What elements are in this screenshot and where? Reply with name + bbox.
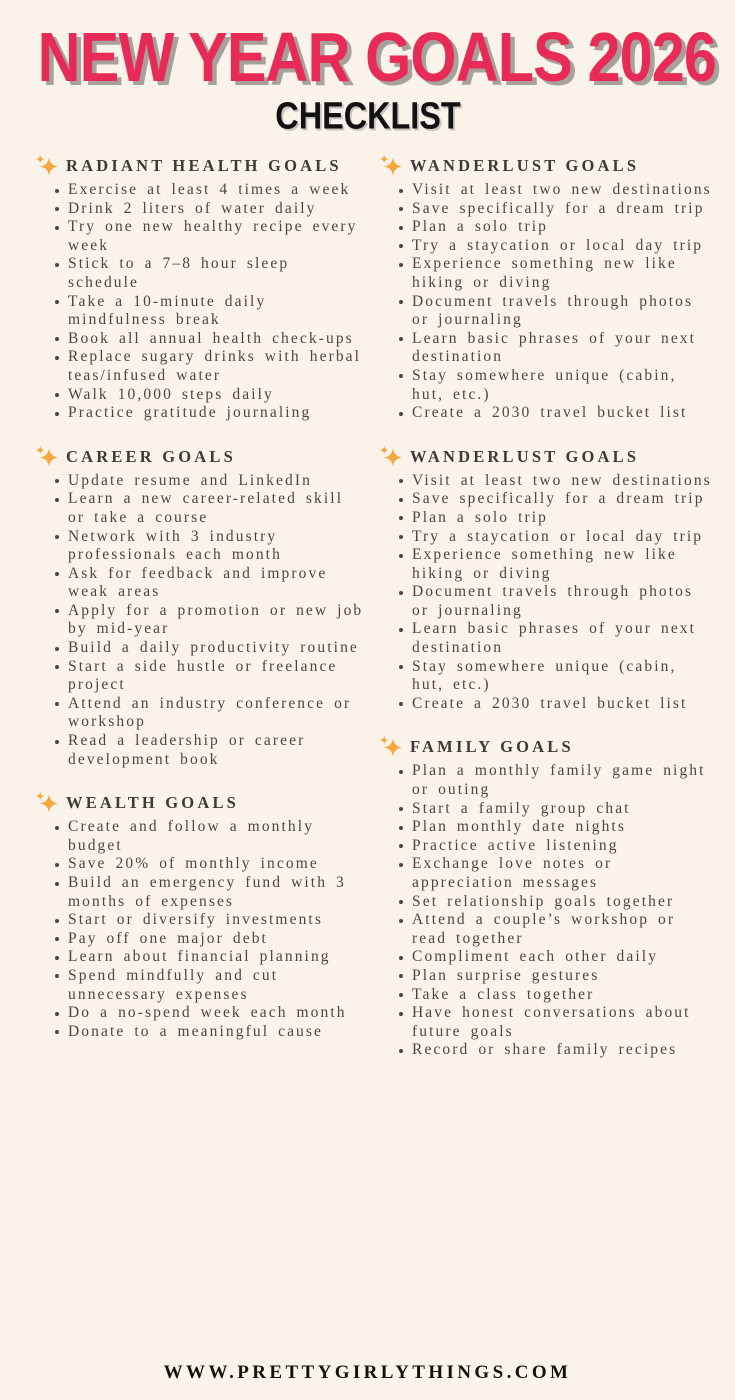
goal-text: Try one new healthy recipe every week <box>68 218 358 254</box>
bullet-dot <box>399 770 403 774</box>
goal-item <box>412 911 712 948</box>
goal-text: Save specifically for a dream trip <box>412 199 705 217</box>
column-right <box>382 154 712 1082</box>
bullet-dot <box>55 393 59 397</box>
goal-text: Apply for a promotion or new job by mid-year <box>68 601 364 638</box>
goal-item <box>68 386 368 405</box>
goal-text: Take a class together <box>412 985 595 1003</box>
bullet-dot <box>399 337 403 341</box>
bullet-dot <box>399 244 403 248</box>
goal-text: Learn a new career-related skill or take a course <box>68 490 344 526</box>
bullet-dot <box>399 300 403 304</box>
bullet-dot <box>399 516 403 520</box>
goal-item <box>412 472 712 491</box>
goal-text: Learn about financial planning <box>68 948 331 966</box>
bullet-dot <box>399 263 403 267</box>
goal-item <box>68 948 368 967</box>
goal-item <box>412 509 712 528</box>
goal-list <box>382 472 712 714</box>
goal-item <box>412 800 712 819</box>
goal-text: Create and follow a monthly budget <box>68 818 315 854</box>
bullet-dot <box>55 479 59 483</box>
goal-item <box>412 762 712 799</box>
goal-item <box>412 818 712 837</box>
section-title: CAREER GOALS <box>66 446 236 466</box>
bullet-dot <box>399 189 403 193</box>
bullet-dot <box>55 498 59 502</box>
bullet-dot <box>55 863 59 867</box>
goal-item <box>68 639 368 658</box>
goal-item <box>68 855 368 874</box>
bullet-dot <box>399 1049 403 1053</box>
header <box>0 0 735 137</box>
goal-text: Walk 10,000 steps daily <box>68 385 274 403</box>
goal-text: Practice active listening <box>412 836 619 854</box>
bullet-dot <box>399 374 403 378</box>
goal-item <box>412 404 712 423</box>
goal-item <box>412 948 712 967</box>
bullet-dot <box>399 207 403 211</box>
bullet-dot <box>399 226 403 230</box>
goal-text: Build a daily productivity routine <box>68 639 359 657</box>
goal-text: Stick to a 7–8 hour sleep schedule <box>68 255 290 291</box>
bullet-dot <box>399 554 403 558</box>
checklist-columns <box>0 133 735 1082</box>
goal-text: Pay off one major debt <box>68 929 268 947</box>
bullet-dot <box>55 826 59 830</box>
goal-list <box>38 181 368 423</box>
goal-item <box>68 293 368 330</box>
bullet-dot <box>399 844 403 848</box>
bullet-dot <box>55 189 59 193</box>
goal-item <box>68 565 368 602</box>
goal-item <box>68 1023 368 1042</box>
section-header <box>38 791 368 815</box>
goal-item <box>68 181 368 200</box>
goal-item <box>412 837 712 856</box>
goal-text: Document travels through photos or journaling <box>412 292 694 329</box>
goal-item <box>412 546 712 583</box>
bullet-dot <box>55 702 59 706</box>
bullet-dot <box>399 919 403 923</box>
goal-text: Stay somewhere unique (cabin, hut, etc.) <box>412 366 677 403</box>
goal-text: Set relationship goals together <box>412 892 675 910</box>
goal-item <box>68 200 368 219</box>
goal-item <box>412 200 712 219</box>
goal-text: Visit at least two new destinations <box>412 181 712 198</box>
bullet-dot <box>55 337 59 341</box>
goal-item <box>68 255 368 292</box>
goal-item <box>412 1041 712 1060</box>
section-wanderlust-goals-2-2 <box>382 445 712 714</box>
goal-text: Try a staycation or local day trip <box>412 236 704 254</box>
goal-text: Save specifically for a dream trip <box>412 490 705 508</box>
goal-text: Learn basic phrases of your next destination <box>412 620 697 657</box>
goal-text: Practice gratitude journaling <box>68 404 312 422</box>
goal-text: Document travels through photos or journaling <box>412 583 694 619</box>
goal-item <box>412 367 712 404</box>
goal-text: Have honest conversations about future goals <box>412 1004 691 1040</box>
goal-item <box>412 255 712 292</box>
goal-item <box>68 967 368 1004</box>
goal-list <box>382 762 712 1060</box>
bullet-dot <box>399 993 403 997</box>
goal-item <box>412 967 712 986</box>
goal-text: Plan a monthly family game night or outing <box>412 762 706 799</box>
goal-text: Take a 10-minute daily mindfulness break <box>68 292 267 329</box>
section-header <box>38 154 368 178</box>
goal-item <box>412 658 712 695</box>
goal-text: Stay somewhere unique (cabin, hut, etc.) <box>412 657 677 694</box>
goal-text: Learn basic phrases of your next destination <box>412 329 697 366</box>
goal-text: Spend mindfully and cut unnecessary expenses <box>68 966 279 1003</box>
goal-text: Attend an industry conference or workshop <box>68 694 352 731</box>
goal-item <box>68 602 368 639</box>
bullet-dot <box>55 647 59 651</box>
goal-item <box>68 732 368 769</box>
goal-text: Network with 3 industry professionals each month <box>68 527 282 564</box>
sparkle-icon <box>379 445 403 469</box>
goal-item <box>68 1004 368 1023</box>
goal-text: Exercise at least 4 times a week <box>68 181 351 198</box>
goal-item <box>412 181 712 200</box>
bullet-dot <box>399 412 403 416</box>
bullet-dot <box>55 300 59 304</box>
section-title: FAMILY GOALS <box>410 737 574 757</box>
website-url: WWW.PRETTYGIRLYTHINGS.COM <box>163 1362 572 1383</box>
bullet-dot <box>55 609 59 613</box>
section-title: WEALTH GOALS <box>66 793 240 813</box>
bullet-dot <box>55 356 59 360</box>
goal-item <box>412 583 712 620</box>
bullet-dot <box>55 572 59 576</box>
goal-item <box>412 528 712 547</box>
goal-item <box>68 348 368 385</box>
goal-text: Replace sugary drinks with herbal teas/infused water <box>68 348 362 384</box>
section-header <box>382 154 712 178</box>
bullet-dot <box>399 956 403 960</box>
goal-text: Plan surprise gestures <box>412 966 600 984</box>
bullet-dot <box>399 863 403 867</box>
goal-text: Visit at least two new destinations <box>412 471 712 489</box>
goal-list <box>38 818 368 1041</box>
sparkle-icon <box>35 445 59 469</box>
goal-list <box>382 181 712 423</box>
bullet-dot <box>55 919 59 923</box>
bullet-dot <box>55 740 59 744</box>
goal-text: Plan a solo trip <box>412 508 549 526</box>
bullet-dot <box>399 900 403 904</box>
sparkle-icon <box>379 154 403 178</box>
bullet-dot <box>55 412 59 416</box>
bullet-dot <box>55 1030 59 1034</box>
goal-text: Compliment each other daily <box>412 948 659 966</box>
page-title <box>0 17 735 96</box>
bullet-dot <box>399 591 403 595</box>
goal-text: Start a family group chat <box>412 799 631 817</box>
goal-text: Plan a solo trip <box>412 218 549 236</box>
goal-item <box>68 930 368 949</box>
section-title: WANDERLUST GOALS <box>410 156 640 175</box>
section-radiant-health-goals-1-1 <box>38 154 368 423</box>
section-wealth-goals-1-3 <box>38 791 368 1041</box>
bullet-dot <box>399 479 403 483</box>
goal-list <box>38 472 368 770</box>
footer <box>0 1362 735 1384</box>
goal-text: Experience something new like hiking or diving <box>412 255 677 291</box>
goal-text: Update resume and LinkedIn <box>68 471 312 489</box>
goal-item <box>412 893 712 912</box>
goal-item <box>68 658 368 695</box>
goal-text: Ask for feedback and improve weak areas <box>68 564 328 601</box>
section-career-goals-1-2 <box>38 445 368 770</box>
bullet-dot <box>55 226 59 230</box>
goal-text: Plan monthly date nights <box>412 818 626 836</box>
bullet-dot <box>399 1012 403 1016</box>
goal-text: Start or diversify investments <box>68 911 323 929</box>
bullet-dot <box>55 937 59 941</box>
sparkle-icon <box>35 154 59 178</box>
section-header <box>382 445 712 469</box>
section-header <box>382 735 712 759</box>
bullet-dot <box>55 956 59 960</box>
page-subtitle <box>0 93 735 137</box>
goal-item <box>68 911 368 930</box>
goal-text: Create a 2030 travel bucket list <box>412 694 688 712</box>
sparkle-icon <box>379 735 403 759</box>
bullet-dot <box>399 807 403 811</box>
goal-item <box>412 695 712 714</box>
section-title: RADIANT HEALTH GOALS <box>66 156 342 175</box>
goal-item <box>68 818 368 855</box>
bullet-dot <box>399 826 403 830</box>
goal-text: Donate to a meaningful cause <box>68 1022 324 1040</box>
column-left <box>38 154 368 1063</box>
section-header <box>38 445 368 469</box>
goal-text: Drink 2 liters of water daily <box>68 199 317 217</box>
page-subtitle-text: CHECKLIST <box>274 93 461 137</box>
bullet-dot <box>55 974 59 978</box>
bullet-dot <box>55 1012 59 1016</box>
bullet-dot <box>55 882 59 886</box>
bullet-dot <box>399 628 403 632</box>
goal-item <box>412 855 712 892</box>
goal-item <box>412 1004 712 1041</box>
page-title-text: NEW YEAR GOALS 2026 <box>37 17 716 96</box>
bullet-dot <box>55 263 59 267</box>
goal-text: Create a 2030 travel bucket list <box>412 404 688 422</box>
goal-item <box>412 330 712 367</box>
goal-text: Read a leadership or career development book <box>68 732 306 768</box>
goal-item <box>412 620 712 657</box>
bullet-dot <box>399 702 403 706</box>
goal-item <box>412 293 712 330</box>
goal-text: Book all annual health check-ups <box>68 329 354 347</box>
goal-text: Save 20% of monthly income <box>68 855 319 873</box>
goal-text: Try a staycation or local day trip <box>412 527 704 545</box>
goal-item <box>68 218 368 255</box>
goal-text: Record or share family recipes <box>412 1041 678 1059</box>
section-title: WANDERLUST GOALS <box>410 446 640 466</box>
section-wanderlust-goals-2-1 <box>382 154 712 423</box>
goal-item <box>412 237 712 256</box>
goal-text: Exchange love notes or appreciation messages <box>412 855 613 891</box>
bullet-dot <box>399 665 403 669</box>
goal-text: Do a no-spend week each month <box>68 1004 347 1022</box>
goal-item <box>68 472 368 491</box>
goal-item <box>412 986 712 1005</box>
goal-item <box>412 490 712 509</box>
sparkle-icon <box>35 791 59 815</box>
goal-item <box>68 490 368 527</box>
goal-item <box>412 218 712 237</box>
bullet-dot <box>399 974 403 978</box>
goal-text: Experience something new like hiking or diving <box>412 546 677 582</box>
goal-item <box>68 528 368 565</box>
bullet-dot <box>399 498 403 502</box>
goal-text: Build an emergency fund with 3 months of expenses <box>68 874 346 910</box>
goal-item <box>68 404 368 423</box>
goal-text: Start a side hustle or freelance project <box>68 657 338 694</box>
goal-item <box>68 330 368 349</box>
section-family-goals-2-3 <box>382 735 712 1060</box>
bullet-dot <box>399 535 403 539</box>
bullet-dot <box>55 207 59 211</box>
goal-text: Attend a couple’s workshop or read together <box>412 911 676 947</box>
goal-item <box>68 695 368 732</box>
goal-item <box>68 874 368 911</box>
bullet-dot <box>55 665 59 669</box>
bullet-dot <box>55 535 59 539</box>
